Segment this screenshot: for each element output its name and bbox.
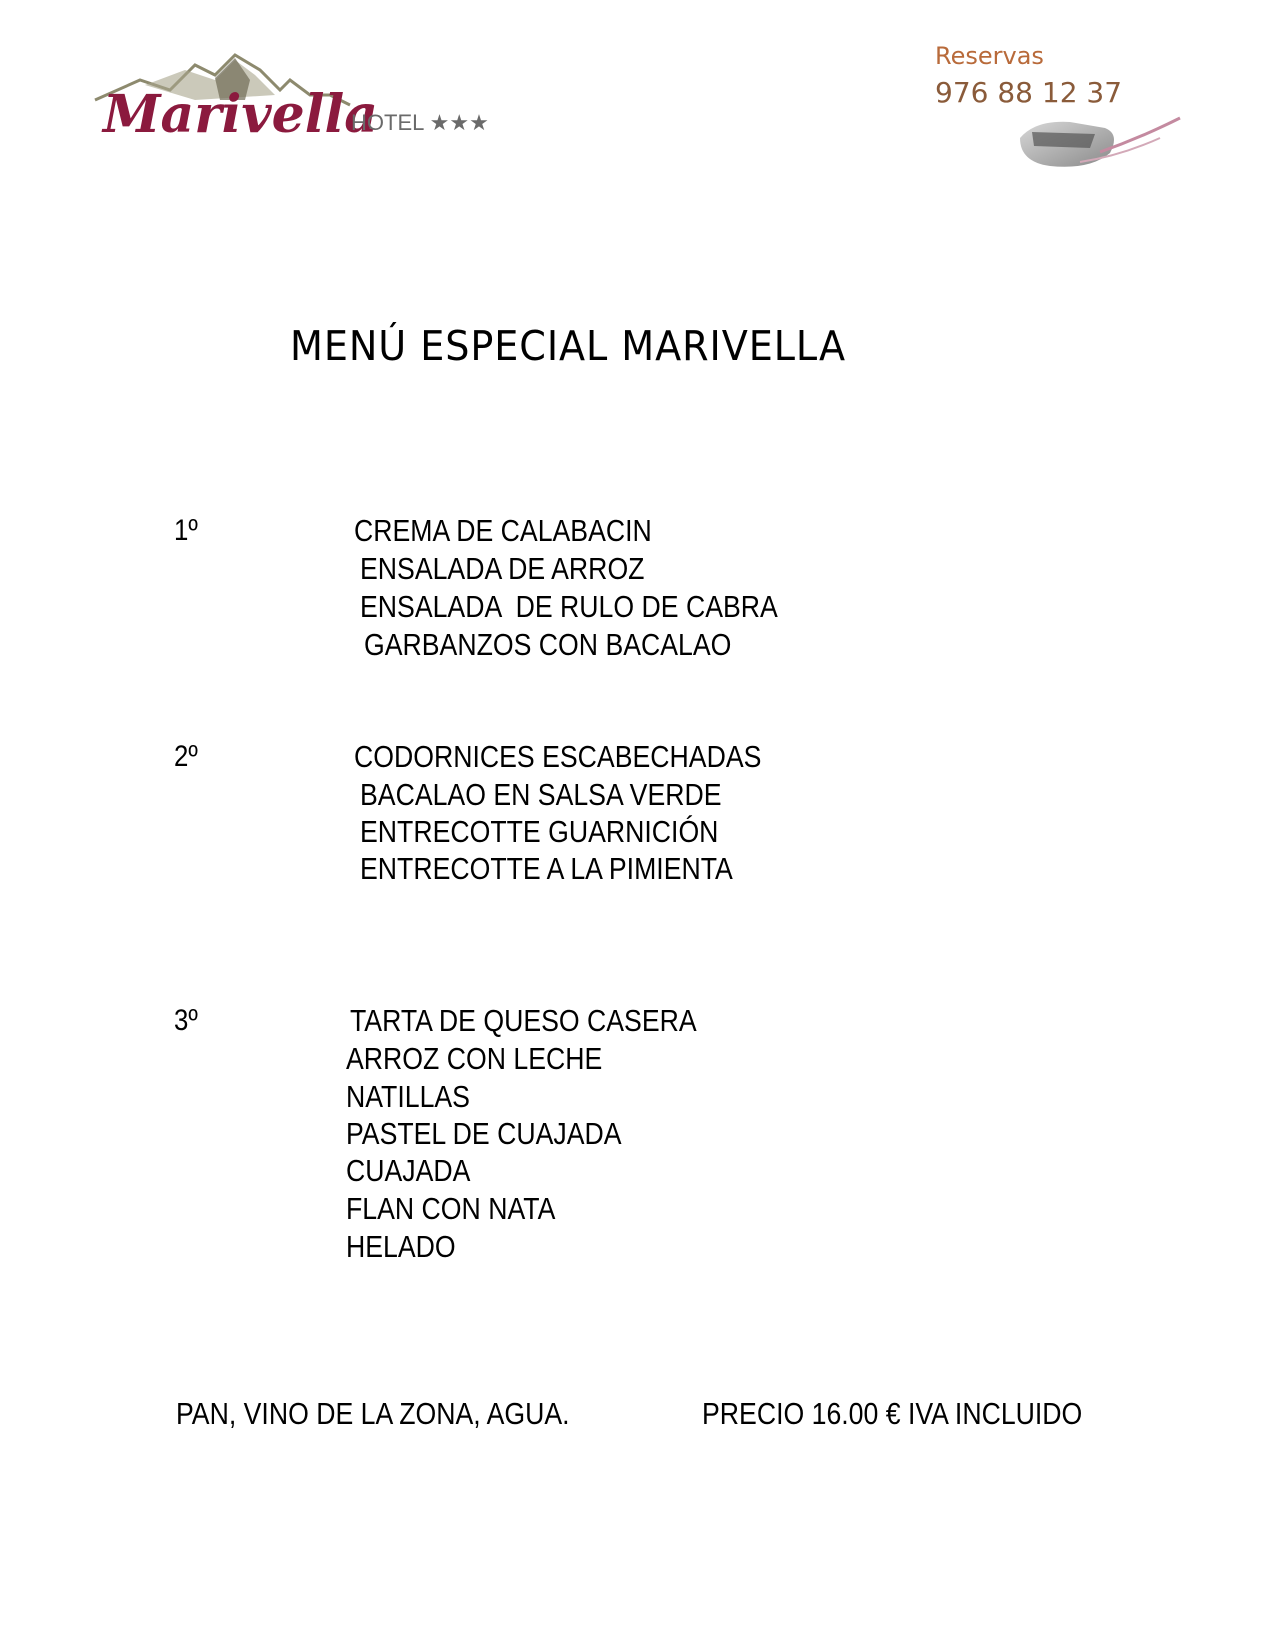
menu-includes: PAN, VINO DE LA ZONA, AGUA. [176, 1396, 570, 1431]
brand-name: Marivella [103, 84, 378, 145]
reservations-label: Reservas [935, 42, 1044, 70]
dish-item: CREMA DE CALABACIN [354, 513, 652, 548]
hotel-logo [85, 40, 535, 160]
dish-item: CUAJADA [346, 1153, 471, 1188]
dish-item: ENSALADA DE RULO DE CABRA [360, 589, 778, 624]
course-number: 1º [174, 514, 198, 547]
mountain-logo-icon [85, 40, 535, 160]
phone-icon [1010, 108, 1190, 180]
dish-item: TARTA DE QUESO CASERA [350, 1003, 697, 1038]
dish-item: BACALAO EN SALSA VERDE [360, 777, 722, 812]
dish-item: HELADO [346, 1229, 456, 1264]
course-number: 3º [174, 1004, 198, 1037]
dish-item: CODORNICES ESCABECHADAS [354, 739, 762, 774]
menu-price: PRECIO 16.00 € IVA INCLUIDO [702, 1396, 1083, 1431]
dish-item: ENTRECOTTE A LA PIMIENTA [360, 851, 733, 886]
dish-item: PASTEL DE CUAJADA [346, 1116, 622, 1151]
hotel-label: HOTEL ★★★ [351, 110, 489, 135]
dish-item: NATILLAS [346, 1079, 470, 1114]
dish-item: ARROZ CON LECHE [346, 1041, 603, 1076]
dish-item: ENSALADA DE ARROZ [360, 551, 645, 586]
reservations-phone: 976 88 12 37 [935, 76, 1123, 109]
menu-title: MENÚ ESPECIAL MARIVELLA [290, 322, 846, 370]
dish-item: GARBANZOS CON BACALAO [364, 627, 732, 662]
dish-item: FLAN CON NATA [346, 1191, 556, 1226]
course-number: 2º [174, 740, 198, 773]
dish-item: ENTRECOTTE GUARNICIÓN [360, 814, 719, 849]
